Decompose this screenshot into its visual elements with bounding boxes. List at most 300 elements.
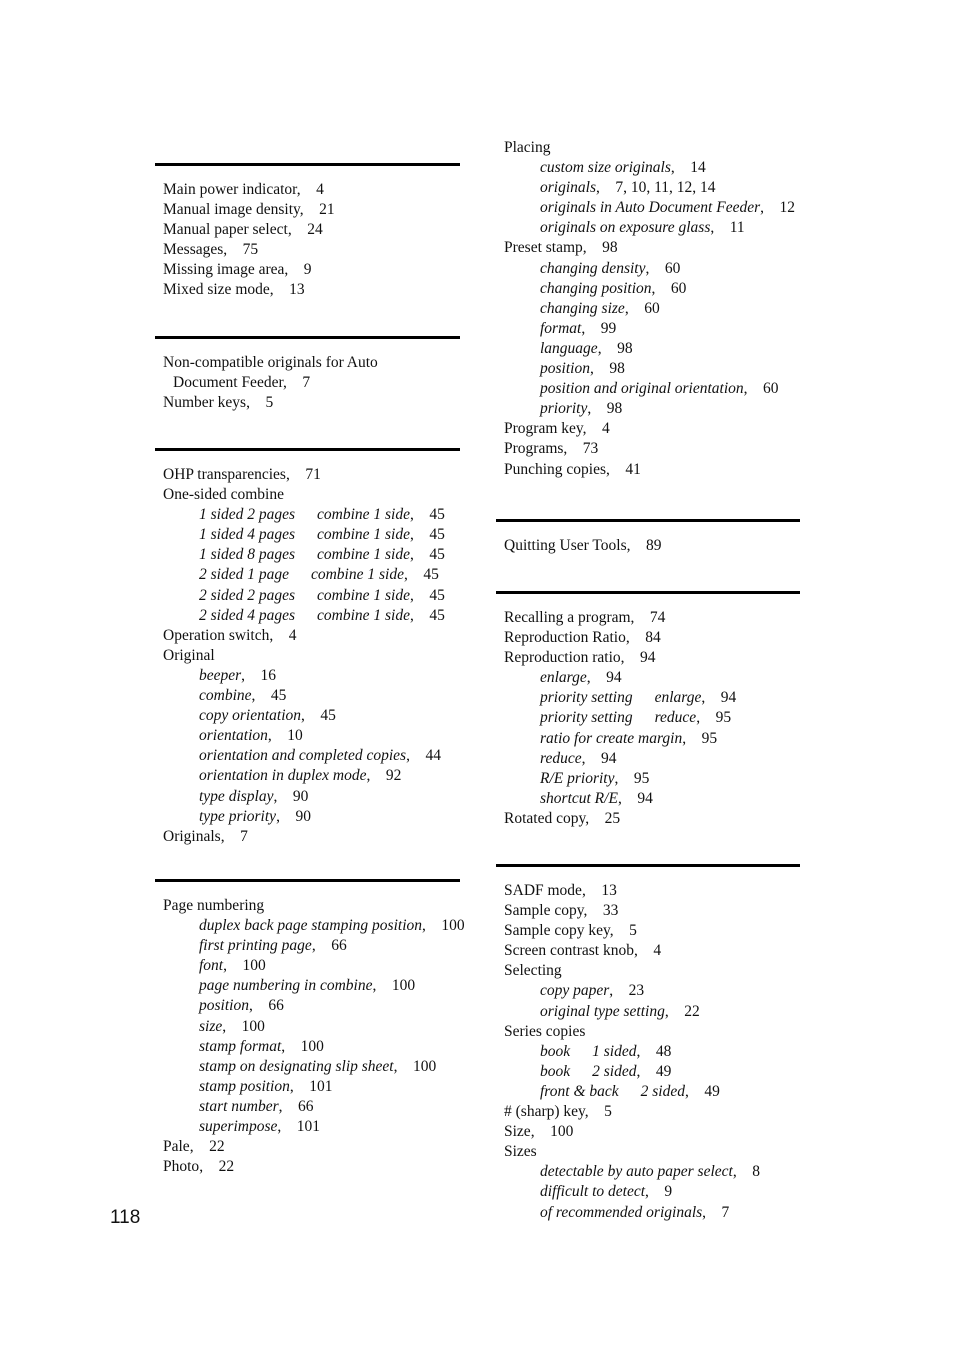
page-reference: 98 xyxy=(602,239,618,257)
index-subterm: combine 1 side xyxy=(317,546,410,564)
index-term: stamp position xyxy=(199,1077,290,1095)
index-entry xyxy=(504,1062,800,1082)
index-section-o xyxy=(155,448,460,847)
index-term: position xyxy=(540,360,590,378)
page-reference: 94 xyxy=(640,649,656,667)
page-separator: , xyxy=(285,466,306,483)
index-entry xyxy=(163,565,460,585)
index-entry xyxy=(504,961,800,981)
index-entry xyxy=(163,646,460,666)
index-term: Photo xyxy=(163,1158,200,1176)
page-separator: , xyxy=(189,1138,210,1156)
index-section-r xyxy=(496,591,800,829)
index-entry xyxy=(163,976,460,996)
page-reference: 94 xyxy=(720,689,737,707)
page-reference: 100 xyxy=(242,957,266,975)
index-entry xyxy=(504,1162,800,1182)
page-reference: 7 xyxy=(302,374,311,392)
page-separator: , xyxy=(664,1002,685,1020)
page-reference: 4 xyxy=(653,942,662,960)
index-term: 1 sided 8 pages xyxy=(199,546,296,564)
index-entry xyxy=(163,827,460,847)
index-entry xyxy=(163,240,460,260)
index-term: Mixed size mode xyxy=(163,281,270,299)
index-term: Series copies xyxy=(504,1022,586,1040)
index-term: original type setting xyxy=(540,1002,665,1020)
page-reference: 4 xyxy=(316,181,324,198)
index-entry xyxy=(163,465,460,485)
section-divider xyxy=(155,448,460,451)
index-entry xyxy=(163,505,460,525)
page-reference: 49 xyxy=(704,1082,720,1100)
index-term: 1 sided 4 pages xyxy=(199,526,296,544)
page-reference: 45 xyxy=(429,546,445,564)
page-reference: 101 xyxy=(309,1077,333,1095)
index-term: Missing image area xyxy=(163,261,285,279)
index-entry xyxy=(163,606,460,626)
index-term: front & back xyxy=(540,1082,619,1100)
index-term: Manual image density xyxy=(163,201,300,219)
index-entry xyxy=(504,138,800,158)
index-term: changing position xyxy=(540,279,652,297)
page-reference: 94 xyxy=(606,669,622,687)
index-entry xyxy=(504,419,800,439)
index-entry xyxy=(163,260,460,280)
index-entry xyxy=(163,525,460,545)
index-entry xyxy=(163,706,460,726)
page-reference: 66 xyxy=(268,997,284,1015)
index-term: type priority xyxy=(199,807,277,825)
page-reference: 16 xyxy=(260,666,277,684)
index-term: Quitting User Tools xyxy=(504,537,627,554)
index-entry-list xyxy=(155,180,460,301)
index-entry xyxy=(163,916,465,936)
index-entry xyxy=(504,399,800,419)
index-term: Page numbering xyxy=(163,897,265,914)
page-separator: , xyxy=(301,707,321,725)
page-separator: , xyxy=(609,982,629,1000)
page-separator: , xyxy=(284,261,304,279)
page-reference: 22 xyxy=(684,1002,700,1020)
index-entry-list xyxy=(155,896,465,1177)
index-entry xyxy=(163,936,460,956)
index-entry xyxy=(504,901,800,921)
index-entry xyxy=(504,749,800,769)
index-entry xyxy=(163,1117,460,1137)
index-term: Placing xyxy=(504,139,551,156)
page-separator: , xyxy=(589,360,610,378)
index-entry xyxy=(504,439,800,459)
index-term: copy orientation xyxy=(199,707,302,725)
index-term: One-sided combine xyxy=(163,486,284,504)
page-separator: , xyxy=(670,159,691,177)
index-term: duplex back page stamping position xyxy=(199,917,422,935)
index-entry xyxy=(504,769,800,789)
section-divider xyxy=(496,519,800,522)
page-reference: 74 xyxy=(649,609,666,626)
page-reference: 33 xyxy=(602,902,619,920)
index-term: Punching copies xyxy=(504,460,607,478)
page-separator: , xyxy=(626,537,647,554)
page-separator: , xyxy=(267,727,288,745)
index-section-p-continued xyxy=(496,138,800,480)
page-reference: 60 xyxy=(670,279,687,297)
index-entry xyxy=(504,1122,800,1142)
page-separator: , xyxy=(587,400,607,418)
index-subterm: combine 1 side xyxy=(310,566,404,584)
page-separator: , xyxy=(276,807,296,825)
page-separator: , xyxy=(581,749,601,767)
index-entry xyxy=(504,628,800,648)
index-term: type display xyxy=(199,787,274,805)
page-reference: 45 xyxy=(270,687,287,705)
index-term: Size xyxy=(504,1123,531,1141)
page-separator: , xyxy=(606,460,626,478)
index-subterm: 2 sided xyxy=(640,1082,685,1100)
index-entry xyxy=(163,200,460,220)
index-term: combine xyxy=(199,687,252,705)
index-term: changing density xyxy=(540,259,646,277)
index-term: OHP transparencies xyxy=(163,466,286,483)
page-reference: 66 xyxy=(331,937,347,955)
index-entry xyxy=(504,809,800,829)
page-reference: 41 xyxy=(625,460,641,478)
index-term: ratio for create margin xyxy=(540,729,683,747)
index-entry xyxy=(163,1097,460,1117)
page-separator: , xyxy=(393,1057,413,1075)
page-separator: , xyxy=(289,1077,310,1095)
index-entry xyxy=(504,1182,800,1202)
page-separator: , xyxy=(743,380,764,398)
index-entry xyxy=(504,688,800,708)
index-entry xyxy=(163,180,460,200)
index-term: position and original orientation xyxy=(540,380,744,398)
page-separator: , xyxy=(410,506,430,524)
index-term: priority setting xyxy=(540,689,633,707)
page-reference: 100 xyxy=(300,1037,324,1055)
index-entry xyxy=(504,981,800,1001)
page-reference: 14 xyxy=(690,159,706,177)
index-term: stamp on designating slip sheet xyxy=(199,1057,394,1075)
index-term: font xyxy=(199,957,224,975)
page-separator: , xyxy=(410,526,430,544)
index-subterm: enlarge xyxy=(654,689,702,707)
page-separator: , xyxy=(269,281,290,299)
page-reference: 89 xyxy=(646,537,662,554)
page-separator: , xyxy=(248,997,269,1015)
page-separator: , xyxy=(251,687,271,705)
page-reference: 49 xyxy=(655,1062,672,1080)
index-term: priority setting xyxy=(540,709,633,727)
index-term: Operation switch xyxy=(163,626,270,644)
page-separator: , xyxy=(277,1118,297,1136)
index-entry xyxy=(163,766,460,786)
index-term: start number xyxy=(199,1097,279,1115)
page-reference: 90 xyxy=(295,807,311,825)
page-reference: 98 xyxy=(606,400,623,418)
page-reference: 94 xyxy=(637,789,653,807)
index-entry xyxy=(504,339,800,359)
page-reference: 10 xyxy=(287,727,303,745)
index-term: language xyxy=(540,339,598,357)
index-term: orientation xyxy=(199,727,268,745)
page-reference: 13 xyxy=(289,281,305,299)
page-separator: , xyxy=(287,221,308,239)
index-term: book xyxy=(540,1042,571,1060)
page-separator: , xyxy=(372,977,392,995)
index-entry xyxy=(504,279,800,299)
index-term: enlarge xyxy=(540,669,587,687)
index-subterm: 2 sided xyxy=(592,1062,637,1080)
page-reference: 8 xyxy=(752,1163,760,1181)
index-term: Sample copy key xyxy=(504,922,610,940)
page-reference: 99 xyxy=(600,319,617,337)
index-entry xyxy=(504,460,800,480)
page-reference: 45 xyxy=(423,566,439,584)
page-reference: 45 xyxy=(429,506,445,524)
index-term: orientation and completed copies xyxy=(199,747,407,765)
page-separator: , xyxy=(563,440,583,458)
index-entry-list xyxy=(496,138,800,480)
page-separator: , xyxy=(634,942,654,960)
index-entry-list xyxy=(155,465,460,847)
index-entry xyxy=(504,238,800,258)
index-term: Document Feeder xyxy=(173,374,283,392)
page-separator: , xyxy=(222,1017,242,1035)
index-term: first printing page xyxy=(199,937,312,955)
index-entry xyxy=(504,259,800,279)
page-reference: 44 xyxy=(425,747,441,765)
index-term: changing size xyxy=(540,299,625,317)
page-reference: 95 xyxy=(715,709,732,727)
index-entry xyxy=(504,729,800,749)
page-reference: 95 xyxy=(633,769,650,787)
page-reference: 75 xyxy=(242,241,259,259)
index-entry xyxy=(504,1002,800,1022)
page-reference: 100 xyxy=(441,917,465,935)
page-reference: 73 xyxy=(582,440,599,458)
page-separator: , xyxy=(732,1163,753,1181)
index-entry xyxy=(504,1203,800,1223)
page-separator: , xyxy=(684,1082,705,1100)
index-entry xyxy=(504,299,800,319)
index-entry xyxy=(163,373,460,393)
page-separator: , xyxy=(583,902,603,920)
page-separator: , xyxy=(760,199,780,217)
index-entry xyxy=(504,608,800,628)
page-separator: , xyxy=(585,809,605,827)
page-reference: 45 xyxy=(429,606,445,624)
index-entry xyxy=(163,545,460,565)
page-reference: 9 xyxy=(664,1183,673,1201)
page-reference: 90 xyxy=(292,787,309,805)
index-entry xyxy=(504,1042,800,1062)
index-subterm: reduce xyxy=(654,709,697,727)
page-separator: , xyxy=(702,1203,722,1221)
index-section-n xyxy=(155,336,460,413)
index-entry xyxy=(504,668,800,688)
page-separator: , xyxy=(410,546,430,564)
page-reference: 100 xyxy=(550,1123,574,1141)
index-term: Screen contrast knob xyxy=(504,942,634,960)
page-reference: 94 xyxy=(600,749,617,767)
index-term: Selecting xyxy=(504,962,562,980)
page-separator: , xyxy=(223,957,243,975)
page-separator: , xyxy=(584,1103,605,1121)
page-separator: , xyxy=(630,609,650,626)
index-term: beeper xyxy=(199,666,242,684)
index-term: Pale xyxy=(163,1138,190,1156)
page-separator: , xyxy=(645,259,665,277)
index-entry xyxy=(504,359,800,379)
index-entry xyxy=(163,807,460,827)
page-separator: , xyxy=(530,1123,551,1141)
page-separator: , xyxy=(283,374,303,392)
page-separator: , xyxy=(581,882,602,899)
page-reference: 101 xyxy=(296,1118,320,1136)
page-reference: 60 xyxy=(644,299,660,317)
page-reference: 4 xyxy=(602,420,610,438)
page-reference: 100 xyxy=(391,977,416,995)
page-reference: 12 xyxy=(779,199,796,217)
index-term: Programs xyxy=(504,440,564,458)
index-entry xyxy=(163,1077,460,1097)
page-separator: , xyxy=(241,666,261,684)
index-term: 2 sided 1 page xyxy=(199,566,289,584)
page-separator: , xyxy=(403,566,424,584)
index-term: stamp format xyxy=(199,1037,282,1055)
index-term: format xyxy=(540,319,582,337)
page-reference: 22 xyxy=(209,1138,225,1156)
page-separator: , xyxy=(636,1062,656,1080)
index-entry xyxy=(163,996,460,1016)
page-separator: , xyxy=(246,394,266,412)
section-divider xyxy=(496,591,800,594)
index-term: custom size originals xyxy=(540,159,671,177)
page-reference: 23 xyxy=(628,982,645,1000)
index-term: book xyxy=(540,1062,571,1080)
page-separator: , xyxy=(406,747,426,765)
page-reference: 7 xyxy=(721,1203,730,1221)
index-term: priority xyxy=(540,400,588,418)
index-entry xyxy=(163,686,460,706)
page-separator: , xyxy=(278,1097,299,1115)
page-separator: , xyxy=(651,279,671,297)
page-separator: , xyxy=(422,917,442,935)
index-entry-list xyxy=(496,881,800,1223)
index-term: originals on exposure glass xyxy=(540,219,711,237)
index-entry xyxy=(504,881,800,901)
index-entry xyxy=(163,787,460,807)
index-entry xyxy=(163,353,460,373)
page-reference: 21 xyxy=(319,201,335,219)
page-reference: 100 xyxy=(412,1057,437,1075)
page-reference: 22 xyxy=(218,1158,235,1176)
page-separator: , xyxy=(273,787,293,805)
index-entry xyxy=(163,586,460,606)
index-term: shortcut R/E xyxy=(540,789,618,807)
index-entry xyxy=(504,921,800,941)
index-entry xyxy=(163,1017,460,1037)
page-reference: 60 xyxy=(664,259,681,277)
page-reference: 84 xyxy=(645,629,661,647)
page-separator: , xyxy=(220,827,241,845)
page-separator: , xyxy=(625,629,646,647)
index-entry xyxy=(504,708,800,728)
page-reference: 7, 10, 11, 12, 14 xyxy=(615,179,716,197)
page-separator: , xyxy=(582,420,603,438)
index-term: copy paper xyxy=(540,982,610,1000)
index-term: difficult to detect xyxy=(540,1183,646,1201)
index-term: originals xyxy=(540,179,596,197)
index-entry xyxy=(504,218,800,238)
index-term: Preset stamp xyxy=(504,239,583,257)
index-entry xyxy=(504,648,800,668)
page-reference: 100 xyxy=(241,1017,265,1035)
index-entry xyxy=(504,1082,800,1102)
index-term: Rotated copy xyxy=(504,809,586,827)
page-reference: 98 xyxy=(617,339,633,357)
page-reference: 13 xyxy=(601,882,617,899)
page-separator: , xyxy=(269,626,289,644)
index-term: Number keys xyxy=(163,394,247,412)
index-entry xyxy=(163,1137,460,1157)
page-separator: , xyxy=(311,937,332,955)
page-separator: , xyxy=(636,1042,656,1060)
page-reference: 5 xyxy=(265,394,274,412)
index-term: # (sharp) key xyxy=(504,1103,585,1121)
index-term: orientation in duplex mode xyxy=(199,767,367,785)
index-entry xyxy=(163,280,460,300)
page-reference: 45 xyxy=(429,526,445,544)
index-entry xyxy=(163,220,460,240)
index-term: Manual paper select xyxy=(163,221,288,239)
page-separator: , xyxy=(366,767,386,785)
section-divider xyxy=(496,864,800,867)
index-entry xyxy=(504,178,800,198)
page-separator: , xyxy=(199,1158,219,1176)
index-term: Non-compatible originals for Auto xyxy=(163,354,378,371)
index-entry xyxy=(504,1102,800,1122)
index-term: Program key xyxy=(504,420,583,438)
index-term: Sample copy xyxy=(504,902,584,920)
page-separator: , xyxy=(645,1183,665,1201)
page-separator: , xyxy=(624,299,645,317)
section-divider xyxy=(155,879,460,882)
index-term: SADF mode xyxy=(504,882,582,899)
index-section-p xyxy=(155,879,465,1177)
section-divider xyxy=(155,163,460,166)
index-term: Main power indicator xyxy=(163,181,297,198)
page-separator: , xyxy=(701,689,721,707)
page-reference: 9 xyxy=(303,261,312,279)
page-separator: , xyxy=(597,339,618,357)
page-reference: 48 xyxy=(655,1042,672,1060)
page-reference: 4 xyxy=(288,626,297,644)
index-term: of recommended originals xyxy=(540,1203,703,1221)
index-entry xyxy=(163,1057,460,1077)
index-entry xyxy=(504,1022,800,1042)
index-term: 2 sided 4 pages xyxy=(199,606,296,624)
index-entry xyxy=(504,941,800,961)
index-entry xyxy=(163,626,460,646)
page-separator: , xyxy=(586,669,607,687)
page-reference: 71 xyxy=(305,466,321,483)
page-reference: 60 xyxy=(763,380,779,398)
index-term: Original xyxy=(163,646,215,664)
page-reference: 45 xyxy=(429,586,445,604)
page-reference: 7 xyxy=(240,827,248,845)
